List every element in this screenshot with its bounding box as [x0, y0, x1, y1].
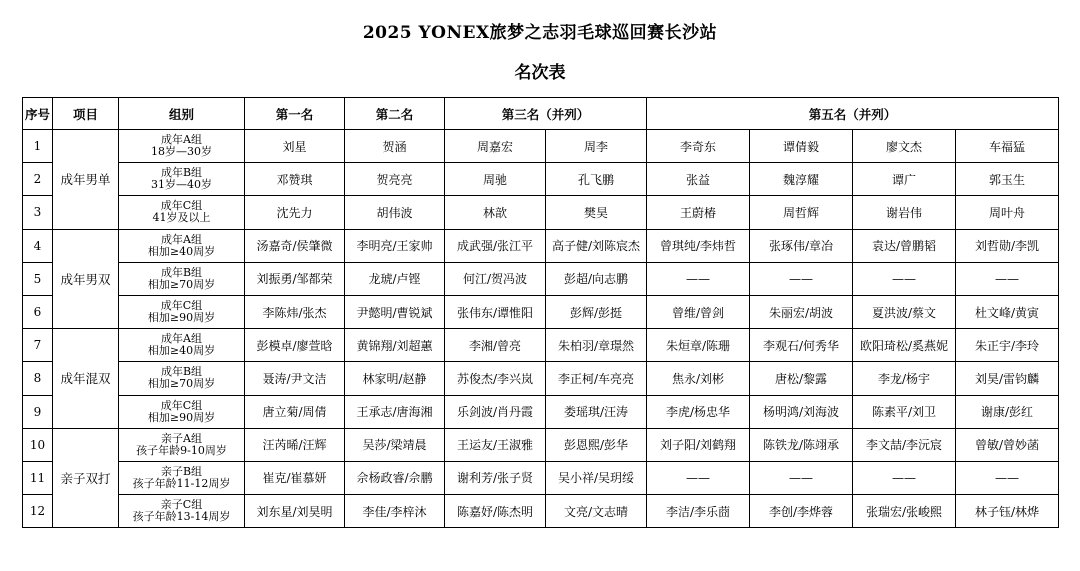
fifth-place: 周叶舟: [956, 196, 1059, 229]
fifth-place: 朱丽宏/胡波: [750, 295, 853, 328]
group-age-rule: 41岁及以上: [152, 211, 211, 225]
third-place: 樊昊: [546, 196, 647, 229]
third-place: 吴小祥/吴玥绥: [546, 461, 647, 494]
table-row: [23, 196, 1059, 229]
fifth-place: ——: [956, 262, 1059, 295]
header-row: [23, 98, 1059, 130]
fifth-place: 欧阳琦松/奚燕妮: [853, 329, 956, 362]
fifth-place: 刘子阳/刘鹤翔: [647, 428, 750, 461]
first-place: 刘东星/刘昊明: [245, 495, 345, 528]
group-name: [119, 163, 245, 196]
second-place: 胡伟波: [345, 196, 445, 229]
row-number: 7: [23, 329, 53, 362]
group-label: 成年B组: [160, 365, 203, 379]
fifth-place: 朱烜章/陈珊: [647, 329, 750, 362]
fifth-place: 刘哲勋/李凯: [956, 229, 1059, 262]
table-row: [23, 163, 1059, 196]
fifth-place: 谢康/彭红: [956, 395, 1059, 428]
first-place: 汤嘉奇/侯肇微: [245, 229, 345, 262]
fifth-place: 谭广: [853, 163, 956, 196]
fifth-place: 林子钰/林烨: [956, 495, 1059, 528]
second-place: 黄锦翔/刘超蕙: [345, 329, 445, 362]
table-row: [23, 229, 1059, 262]
third-place: 高子健/刘陈宸杰: [546, 229, 647, 262]
header-group: 组别: [119, 98, 245, 130]
table-row: [23, 395, 1059, 428]
third-place: 彭辉/彭挺: [546, 295, 647, 328]
table-row: [23, 362, 1059, 395]
fifth-place: ——: [647, 461, 750, 494]
fifth-place: ——: [647, 262, 750, 295]
group-name: [119, 130, 245, 163]
group-label: 成年B组: [160, 166, 203, 180]
fifth-place: 焦永/刘彬: [647, 362, 750, 395]
third-place: 孔飞鹏: [546, 163, 647, 196]
row-number: 9: [23, 395, 53, 428]
fifth-place: 陈铁龙/陈翊承: [750, 428, 853, 461]
fifth-place: 周哲辉: [750, 196, 853, 229]
event-name: 成年混双: [53, 329, 119, 429]
first-place: 彭模卓/廖萱晗: [245, 329, 345, 362]
fifth-place: 陈素平/刘卫: [853, 395, 956, 428]
event-name: 成年男双: [53, 229, 119, 329]
second-place: 龙琥/卢铿: [345, 262, 445, 295]
group-label: 成年A组: [161, 232, 202, 246]
group-name: [119, 495, 245, 528]
third-place: 周驰: [445, 163, 546, 196]
event-name: 成年男单: [53, 130, 119, 230]
fifth-place: 张瑞宏/张峻熙: [853, 495, 956, 528]
group-name: [119, 395, 245, 428]
second-place: 佘杨政睿/佘鹏: [345, 461, 445, 494]
header-no: 序号: [23, 98, 53, 130]
third-place: 乐剑波/肖丹霞: [445, 395, 546, 428]
fifth-place: ——: [956, 461, 1059, 494]
header-second: 第二名: [345, 98, 445, 130]
third-place: 彭超/向志鹏: [546, 262, 647, 295]
first-place: 崔克/崔慕妍: [245, 461, 345, 494]
table-row: [23, 495, 1059, 528]
third-place: 彭恩熙/彭华: [546, 428, 647, 461]
fifth-place: 唐松/黎露: [750, 362, 853, 395]
fifth-place: 张琢伟/章冶: [750, 229, 853, 262]
table-row: [23, 461, 1059, 494]
second-place: 吴莎/梁靖晨: [345, 428, 445, 461]
group-label: 亲子A组: [161, 431, 202, 445]
first-place: 李陈炜/张杰: [245, 295, 345, 328]
third-place: 陈嘉妤/陈杰明: [445, 495, 546, 528]
group-label: 成年C组: [160, 398, 203, 412]
group-label: 成年C组: [160, 199, 203, 213]
group-name: [119, 362, 245, 395]
second-place: 尹懿明/曹锐斌: [345, 295, 445, 328]
document-subtitle: 名次表: [514, 63, 566, 83]
fifth-place: 李文喆/李沅宸: [853, 428, 956, 461]
group-age-rule: 18岁—30岁: [151, 145, 212, 159]
group-age-rule: 31岁—40岁: [151, 178, 212, 192]
fifth-place: ——: [853, 262, 956, 295]
first-place: 刘星: [245, 130, 345, 163]
fifth-place: 曾敏/曾妙菡: [956, 428, 1059, 461]
third-place: 张伟东/谭惟阳: [445, 295, 546, 328]
row-number: 4: [23, 229, 53, 262]
table-row: [23, 262, 1059, 295]
row-number: 11: [23, 461, 53, 494]
group-name: [119, 461, 245, 494]
table-row: [23, 329, 1059, 362]
fifth-place: 李洁/李乐莔: [647, 495, 750, 528]
group-label: 成年C组: [160, 299, 203, 313]
third-place: 李正柯/车亮亮: [546, 362, 647, 395]
group-age-rule: 孩子年龄11-12周岁: [132, 476, 231, 490]
fifth-place: 夏洪波/蔡文: [853, 295, 956, 328]
group-age-rule: 孩子年龄13-14周岁: [132, 510, 231, 524]
group-age-rule: 相加≥90周岁: [147, 311, 216, 325]
group-name: [119, 329, 245, 362]
row-number: 1: [23, 130, 53, 163]
first-place: 刘振勇/邹都荣: [245, 262, 345, 295]
table-row: [23, 130, 1059, 163]
fifth-place: 谢岩伟: [853, 196, 956, 229]
group-label: 成年A组: [161, 133, 202, 147]
ranking-table: [22, 97, 1059, 528]
fifth-place: 曾琪纯/李炜哲: [647, 229, 750, 262]
fifth-place: 李龙/杨宇: [853, 362, 956, 395]
fifth-place: 谭倩毅: [750, 130, 853, 163]
third-place: 何江/贺冯波: [445, 262, 546, 295]
third-place: 李湘/曾亮: [445, 329, 546, 362]
first-place: 沈先力: [245, 196, 345, 229]
third-place: 娄瑶琪/汪涛: [546, 395, 647, 428]
fifth-place: 曾维/曾剑: [647, 295, 750, 328]
fifth-place: 李观石/何秀华: [750, 329, 853, 362]
row-number: 3: [23, 196, 53, 229]
third-place: 周李: [546, 130, 647, 163]
row-number: 10: [23, 428, 53, 461]
table-row: [23, 428, 1059, 461]
row-number: 6: [23, 295, 53, 328]
group-name: [119, 196, 245, 229]
first-place: 聂涛/尹文洁: [245, 362, 345, 395]
third-place: 谢利芳/张子贤: [445, 461, 546, 494]
header-first: 第一名: [245, 98, 345, 130]
group-label: 成年B组: [160, 265, 203, 279]
third-place: 文亮/文志晴: [546, 495, 647, 528]
document-title: 2025 YONEX旅梦之志羽毛球巡回赛长沙站: [362, 23, 718, 43]
group-name: [119, 428, 245, 461]
fifth-place: 郭玉生: [956, 163, 1059, 196]
group-name: [119, 229, 245, 262]
fifth-place: 魏淳耀: [750, 163, 853, 196]
group-name: [119, 295, 245, 328]
header-fifth: 第五名（并列）: [647, 98, 1059, 130]
header-third: 第三名（并列）: [445, 98, 647, 130]
group-age-rule: 孩子年龄9-10周岁: [136, 443, 227, 457]
fifth-place: 杨明鸿/刘海波: [750, 395, 853, 428]
row-number: 8: [23, 362, 53, 395]
group-age-rule: 相加≥70周岁: [147, 377, 216, 391]
group-age-rule: 相加≥90周岁: [147, 410, 216, 424]
second-place: 李明亮/王家帅: [345, 229, 445, 262]
first-place: 唐立菊/周倩: [245, 395, 345, 428]
group-age-rule: 相加≥70周岁: [147, 277, 216, 291]
third-place: 林歆: [445, 196, 546, 229]
header-event: 项目: [53, 98, 119, 130]
fifth-place: 王蔚椿: [647, 196, 750, 229]
fifth-place: 张益: [647, 163, 750, 196]
third-place: 王运友/王淑雅: [445, 428, 546, 461]
fifth-place: 李创/李烨蓉: [750, 495, 853, 528]
second-place: 李佳/李梓沐: [345, 495, 445, 528]
fifth-place: 廖文杰: [853, 130, 956, 163]
event-name: 亲子双打: [53, 428, 119, 528]
first-place: 汪芮晞/汪辉: [245, 428, 345, 461]
second-place: 林家明/赵静: [345, 362, 445, 395]
row-number: 12: [23, 495, 53, 528]
fifth-place: ——: [853, 461, 956, 494]
group-label: 亲子C组: [160, 498, 203, 512]
fifth-place: 杜文峰/黄寅: [956, 295, 1059, 328]
fifth-place: 刘昊/雷钧麟: [956, 362, 1059, 395]
fifth-place: 李虎/杨忠华: [647, 395, 750, 428]
row-number: 2: [23, 163, 53, 196]
fifth-place: 李奇东: [647, 130, 750, 163]
fifth-place: 袁达/曾鹏韬: [853, 229, 956, 262]
fifth-place: ——: [750, 262, 853, 295]
fifth-place: ——: [750, 461, 853, 494]
third-place: 苏俊杰/李兴岚: [445, 362, 546, 395]
group-label: 亲子B组: [160, 464, 203, 478]
row-number: 5: [23, 262, 53, 295]
third-place: 周嘉宏: [445, 130, 546, 163]
third-place: 成武强/张江平: [445, 229, 546, 262]
second-place: 贺亮亮: [345, 163, 445, 196]
fifth-place: 朱正宇/李玲: [956, 329, 1059, 362]
group-age-rule: 相加≥40周岁: [147, 344, 216, 358]
fifth-place: 车福猛: [956, 130, 1059, 163]
group-name: [119, 262, 245, 295]
second-place: 王承志/唐海湘: [345, 395, 445, 428]
second-place: 贺涵: [345, 130, 445, 163]
group-age-rule: 相加≥40周岁: [147, 244, 216, 258]
third-place: 朱柏羽/章璟然: [546, 329, 647, 362]
group-label: 成年A组: [161, 332, 202, 346]
table-row: [23, 295, 1059, 328]
first-place: 邓赞琪: [245, 163, 345, 196]
